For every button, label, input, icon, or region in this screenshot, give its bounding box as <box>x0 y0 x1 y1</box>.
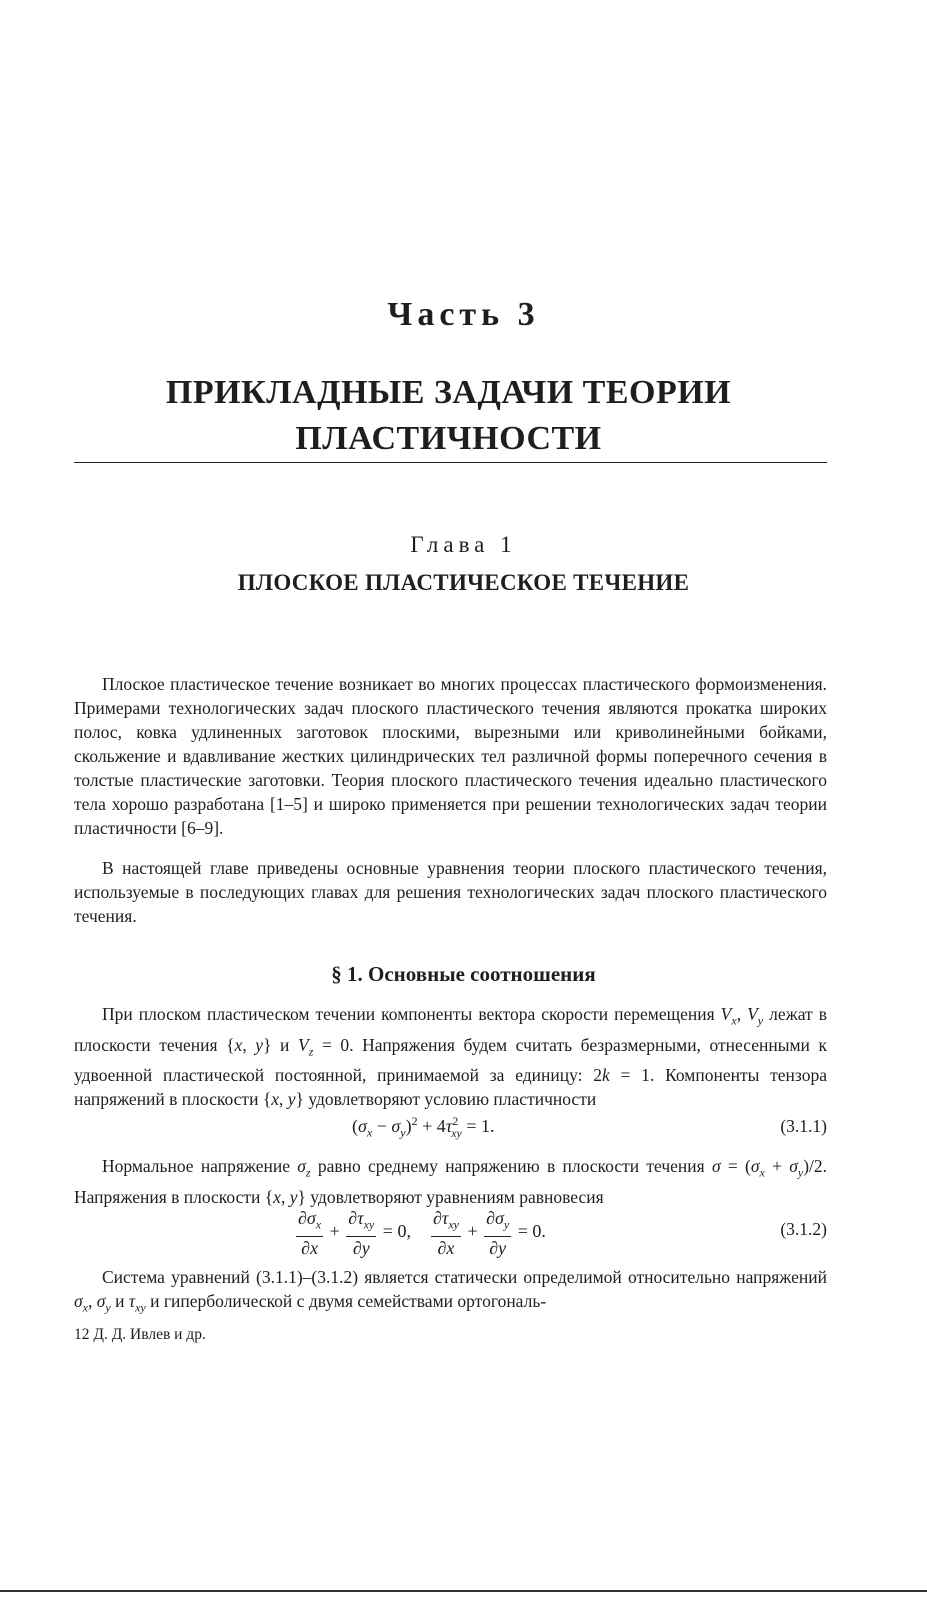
part-label: Часть 3 <box>387 296 540 333</box>
section-text: удовлетворяют условию пластичности <box>308 1089 597 1109</box>
intro-paragraph-2: В настоящей главе приведены основные уравнения теории плоского пластического течения, используемые в последующих главах для решения технологических задач плоского пластического течения. <box>74 858 827 926</box>
part-title-line2: ПЛАСТИЧНОСТИ <box>295 420 602 457</box>
equation-3-1-2: $\frac{\partial\sigma_x}{\partial x}$ + $\frac{\partial\tau_{xy}}{\partial y}$ = 0, $\frac{\partial\tau_{xy}}{\partial x}$ + $\frac{\partial\sigma_y}{\partial y}$ = 0. <box>298 1208 546 1258</box>
chapter-label: Глава 1 <box>410 532 517 557</box>
section-text: При плоском пластическом течении компоненты вектора скорости перемещения <box>102 1004 715 1024</box>
equation-number-1: (3.1.1) <box>780 1116 827 1136</box>
section-paragraph-3: Система уравнений (3.1.1)–(3.1.2) является статически определимой относительно напряжений $\sigma_x$, $\sigma_y$ и $\tau_{xy}$ и гиперболической с двумя семействами ортогональ- <box>74 1267 827 1315</box>
scan-bottom-edge <box>0 1590 927 1592</box>
page-footer: 12 Д. Д. Ивлев и др. <box>74 1326 206 1343</box>
section-text: равно среднему напряжению в плоскости течения <box>317 1156 705 1176</box>
section-text: удовлетворяют уравнениям равновесия <box>310 1186 604 1207</box>
part-title <box>70 370 827 462</box>
section-paragraph-1: При плоском пластическом течении компоненты вектора скорости перемещения $V_x$, $V_y$ лежат в плоскости течения {x, y} и $V_z = 0$. Напряжения будем считать безразмерными, отнесенными к удвоенной пластической постоянной, принимаемой за единицу: 2k = 1. Компоненты тензора напряжений в плоскости {x, y} удовлетворяют условию пластичности <box>74 1004 828 1109</box>
section-text: и гиперболической с двумя семействами ортогональ- <box>150 1291 547 1311</box>
section-text: и <box>115 1291 125 1311</box>
chapter-title: ПЛОСКОЕ ПЛАСТИЧЕСКОЕ ТЕЧЕНИЕ <box>237 570 690 595</box>
intro-paragraph-1: Плоское пластическое течение возникает во многих процессах пластического формоизменения. Примерами технологических задач плоского пластического течения являются прокатка широких полос, ковка удлиненных заготовок плоскими, вырезными или криволинейными бойками, скольжение и вдавливание жестких цилиндрических тел различной формы поперечного сечения в толстые пластические заготовки. Теория плоского пластического течения идеально пластического тела хорошо разработана [1–5] и широко применяется при решении технологических задач теории пластичности [6–9]. <box>74 674 827 838</box>
section-text: . Компоненты тензора напряжений в плоскости <box>74 1065 827 1109</box>
section-text: . Напряжения будем считать безразмерными, отнесенными к удвоенной пластической постоянной, принимаемой за единицу: <box>74 1034 828 1085</box>
section-text: Нормальное напряжение <box>102 1156 291 1176</box>
section-text: Система уравнений (3.1.1)–(3.1.2) является статически определимой относительно напряжений <box>102 1267 827 1287</box>
section-title: § 1. Основные соотношения <box>331 962 596 986</box>
title-divider <box>74 462 827 463</box>
equation-number-2: (3.1.2) <box>780 1219 827 1239</box>
part-title-line1: ПРИКЛАДНЫЕ ЗАДАЧИ ТЕОРИИ <box>165 374 732 411</box>
section-paragraph-2: Нормальное напряжение $\sigma_z$ равно среднему напряжению в плоскости течения $\sigma = (\sigma_x + \sigma_y)/2$. Напряжения в плоскости {x, y} удовлетворяют уравнениям равновесия <box>74 1156 828 1207</box>
section-text: лежат в плоскости течения <box>74 1004 827 1055</box>
section-text: . Напряжения в плоскости <box>74 1156 828 1207</box>
equation-3-1-1: $(\sigma_x - \sigma_y)^2 + 4\tau^2_{xy} = 1$. <box>352 1114 495 1140</box>
section-text: и <box>280 1034 290 1055</box>
